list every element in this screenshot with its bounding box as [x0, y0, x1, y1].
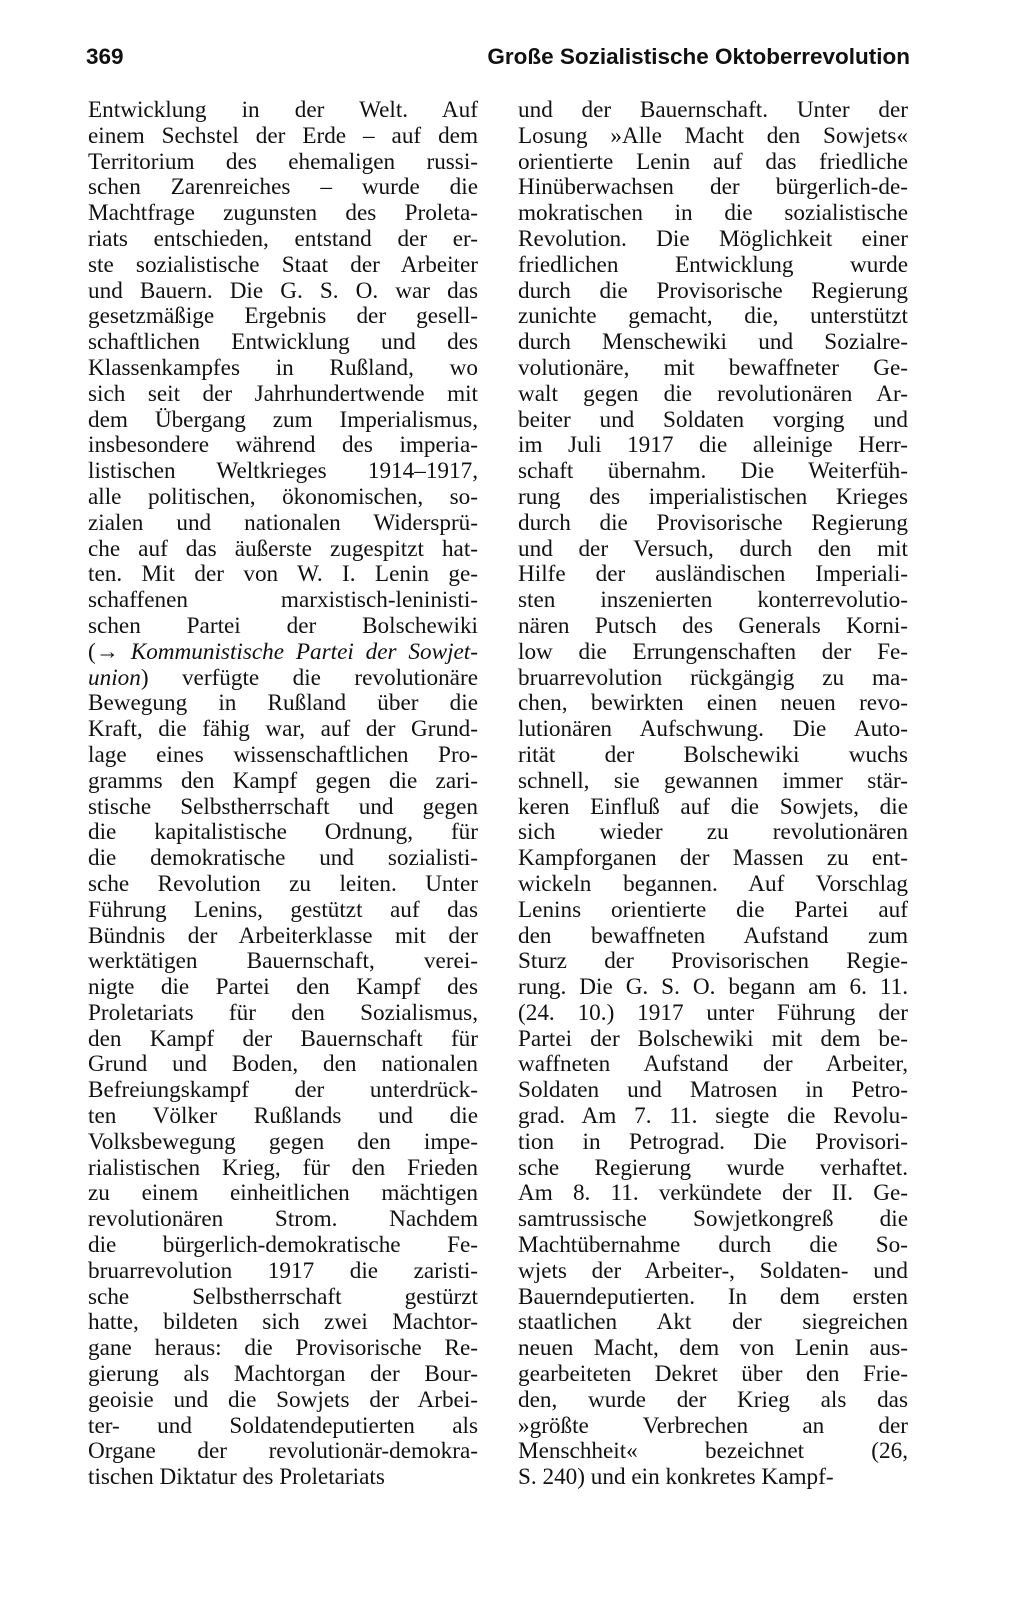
text-line [518, 98, 908, 124]
cross-reference-link: Kommunistische Partei der Sowjet- [130, 639, 478, 665]
line-text: Menschheit« bezeichnet (26, [518, 1439, 908, 1465]
line-text: listischen Weltkrieges 1914–1917, [88, 459, 478, 485]
text-line [518, 1104, 908, 1130]
line-text: volutionäre, mit bewaffneter Ge- [518, 355, 908, 381]
text-line [518, 1388, 908, 1414]
line-text: rung. Die G. S. O. begann am 6. 11. [518, 975, 908, 1001]
text-line [88, 201, 478, 227]
line-text: beiter und Soldaten vorging und [518, 407, 908, 433]
line-text: einem Sechstel der Erde – auf dem [88, 123, 478, 149]
text-line [518, 382, 908, 408]
line-text: schen Zarenreiches – wurde die [88, 175, 478, 201]
line-text: rialistischen Krieg, für den Frieden [88, 1155, 478, 1181]
text-line [518, 1130, 908, 1156]
line-text: sche Revolution zu leiten. Unter [88, 871, 478, 897]
text-line [88, 279, 478, 305]
text-line [518, 1001, 908, 1027]
line-text: Bewegung in Rußland über die [88, 691, 478, 717]
line-text: tion in Petrograd. Die Provisori- [518, 1129, 908, 1155]
line-text: den, wurde der Krieg als das [518, 1387, 908, 1413]
text-line [88, 537, 478, 563]
line-text: Befreiungskampf der unterdrück- [88, 1078, 478, 1104]
text-line [518, 1310, 908, 1336]
text-line [88, 356, 478, 382]
text-line [518, 795, 908, 821]
line-text: revolutionären Strom. Nachdem [88, 1207, 478, 1233]
text-line [88, 459, 478, 485]
line-text: die kapitalistische Ordnung, für [88, 820, 478, 846]
line-text: rung des imperialistischen Krieges [518, 484, 908, 510]
text-line [88, 1207, 478, 1233]
left-text-column [88, 98, 478, 1491]
line-text: ten Völker Rußlands und die [88, 1104, 478, 1130]
line-text: schen Partei der Bolschewiki [88, 613, 478, 639]
text-line [88, 150, 478, 176]
text-line [88, 1052, 478, 1078]
text-line [88, 382, 478, 408]
text-line [518, 1078, 908, 1104]
text-line [88, 1388, 478, 1414]
line-text: gane heraus: die Provisorische Re- [88, 1336, 478, 1362]
line-text: Bauerndeputierten. In dem ersten [518, 1284, 908, 1310]
right-text-column [518, 98, 908, 1491]
text-line [88, 304, 478, 330]
text-line [518, 1285, 908, 1311]
text-line [88, 1130, 478, 1156]
line-text: Proletariats für den Sozialismus, [88, 1000, 478, 1026]
line-text: insbesondere während des imperia- [88, 433, 478, 459]
line-text: nigte die Partei den Kampf des [88, 975, 478, 1001]
line-text: staatlichen Akt der siegreichen [518, 1310, 908, 1336]
line-text: zialen und nationalen Widersprü- [88, 510, 478, 536]
line-text: grad. Am 7. 11. siegte die Revolu- [518, 1104, 908, 1130]
line-text: ) verfügte die revolutionäre [140, 665, 478, 691]
text-line [88, 1285, 478, 1311]
line-text: werktätigen Bauernschaft, verei- [88, 949, 478, 975]
line-text: lage eines wissenschaftlichen Pro- [88, 742, 478, 768]
line-text: bruarrevolution rückgängig zu ma- [518, 665, 908, 691]
text-line [518, 511, 908, 537]
text-line [518, 717, 908, 743]
line-text: und der Bauernschaft. Unter der [518, 98, 908, 123]
text-line [88, 562, 478, 588]
line-text: S. 240) und ein konkretes Kampf- [518, 1465, 834, 1491]
text-line [518, 924, 908, 950]
line-text: Bündnis der Arbeiterklasse mit der [88, 923, 478, 949]
text-line [88, 846, 478, 872]
line-text: friedlichen Entwicklung wurde [518, 252, 908, 278]
line-text: Revolution. Die Möglichkeit einer [518, 226, 908, 252]
line-text: Lenins orientierte die Partei auf [518, 897, 908, 923]
line-text: sche Regierung wurde verhaftet. [518, 1155, 908, 1181]
text-line [518, 1362, 908, 1388]
text-line [518, 1465, 908, 1491]
line-text: zu einem einheitlichen mächtigen [88, 1181, 478, 1207]
line-text: Führung Lenins, gestützt auf das [88, 897, 478, 923]
text-line [88, 640, 478, 666]
text-line [88, 898, 478, 924]
line-text: Organe der revolutionär-demokra- [88, 1439, 478, 1465]
text-line [518, 1414, 908, 1440]
text-line [88, 253, 478, 279]
line-text: alle politischen, ökonomischen, so- [88, 484, 478, 510]
line-text: nären Putsch des Generals Korni- [518, 613, 908, 639]
text-line [518, 433, 908, 459]
text-line [88, 1465, 478, 1491]
text-line [518, 640, 908, 666]
line-text: schaft übernahm. Die Weiterfüh- [518, 459, 908, 485]
line-text: gierung als Machtorgan der Bour- [88, 1362, 478, 1388]
running-head: Große Sozialistische Oktoberrevolution [487, 44, 910, 69]
page-header [86, 44, 910, 80]
line-text: schaffenen marxistisch-leninisti- [88, 588, 478, 614]
text-line [518, 459, 908, 485]
text-line [518, 743, 908, 769]
text-line [518, 1259, 908, 1285]
line-text: gesetzmäßige Ergebnis der gesell- [88, 304, 478, 330]
text-line [88, 1336, 478, 1362]
text-line [88, 1259, 478, 1285]
text-line [88, 227, 478, 253]
text-line [518, 562, 908, 588]
text-line [88, 820, 478, 846]
line-text: Klassenkampfes in Rußland, wo [88, 355, 478, 381]
line-text: zunichte gemacht, die, unterstützt [518, 304, 908, 330]
text-line [518, 1207, 908, 1233]
line-text: gramms den Kampf gegen die zari- [88, 768, 478, 794]
line-text: Volksbewegung gegen den impe- [88, 1129, 478, 1155]
text-line [88, 1156, 478, 1182]
line-text: Hinüberwachsen der bürgerlich-de- [518, 175, 908, 201]
line-text: ten. Mit der von W. I. Lenin ge- [88, 562, 478, 588]
text-line [88, 175, 478, 201]
line-text: durch die Provisorische Regierung [518, 510, 908, 536]
text-line [518, 201, 908, 227]
text-line [518, 614, 908, 640]
line-text: sche Selbstherrschaft gestürzt [88, 1284, 478, 1310]
line-text: Grund und Boden, den nationalen [88, 1052, 478, 1078]
text-line [88, 1181, 478, 1207]
line-text: den Kampf der Bauernschaft für [88, 1026, 478, 1052]
line-text: Territorium des ehemaligen russi- [88, 149, 478, 175]
line-text: Sturz der Provisorischen Regie- [518, 949, 908, 975]
line-text: tischen Diktatur des Proletariats [88, 1465, 385, 1491]
text-line [518, 898, 908, 924]
text-line [518, 769, 908, 795]
line-text: chen, bewirkten einen neuen revo- [518, 691, 908, 717]
text-line [88, 408, 478, 434]
text-line [518, 1027, 908, 1053]
line-text: Machtübernahme durch die So- [518, 1233, 908, 1259]
text-line [518, 485, 908, 511]
line-text: schaftlichen Entwicklung und des [88, 330, 478, 356]
line-text: Kraft, die fähig war, auf der Grund- [88, 717, 478, 743]
text-line [518, 175, 908, 201]
line-text: Hilfe der ausländischen Imperiali- [518, 562, 908, 588]
text-line [88, 124, 478, 150]
line-text: »größte Verbrechen an der [518, 1413, 908, 1439]
text-line [88, 1001, 478, 1027]
text-line [88, 949, 478, 975]
text-line [518, 1181, 908, 1207]
text-line [88, 1104, 478, 1130]
text-line [88, 485, 478, 511]
line-text: geoisie und die Sowjets der Arbei- [88, 1387, 478, 1413]
line-text: sich seit der Jahrhundertwende mit [88, 381, 478, 407]
text-line [518, 691, 908, 717]
text-line [88, 795, 478, 821]
line-text: hatte, bildeten sich zwei Machtor- [88, 1310, 478, 1336]
line-text: gearbeiteten Dekret über den Frie- [518, 1362, 908, 1388]
text-line [518, 330, 908, 356]
text-line [518, 1439, 908, 1465]
line-text: Losung »Alle Macht den Sowjets« [518, 123, 908, 149]
text-line [88, 1078, 478, 1104]
text-line [518, 1233, 908, 1259]
line-text: Am 8. 11. verkündete der II. Ge- [518, 1181, 908, 1207]
text-line [518, 227, 908, 253]
text-line [518, 1052, 908, 1078]
text-line [518, 408, 908, 434]
text-line [518, 356, 908, 382]
text-line [518, 975, 908, 1001]
text-line [88, 1414, 478, 1440]
text-line [518, 304, 908, 330]
line-text: durch die Provisorische Regierung [518, 278, 908, 304]
line-text: ter- und Soldatendeputierten als [88, 1413, 478, 1439]
line-text: dem Übergang zum Imperialismus, [88, 407, 478, 433]
line-text: wickeln begannen. Auf Vorschlag [518, 871, 908, 897]
text-line [518, 846, 908, 872]
text-line [88, 1310, 478, 1336]
line-text: lutionären Aufschwung. Die Auto- [518, 717, 908, 743]
line-text: Partei der Bolschewiki mit dem be- [518, 1026, 908, 1052]
text-line [88, 1362, 478, 1388]
line-text: die demokratische und sozialisti- [88, 846, 478, 872]
line-text: bruarrevolution 1917 die zaristi- [88, 1258, 478, 1284]
text-line [518, 537, 908, 563]
line-text: sich wieder zu revolutionären [518, 820, 908, 846]
line-text: low die Errungenschaften der Fe- [518, 639, 908, 665]
text-line [88, 330, 478, 356]
text-line [518, 124, 908, 150]
text-line [88, 588, 478, 614]
text-line [518, 1156, 908, 1182]
line-text: und Bauern. Die G. S. O. war das [88, 278, 478, 304]
line-text: den bewaffneten Aufstand zum [518, 923, 908, 949]
text-line [518, 588, 908, 614]
text-line [88, 1027, 478, 1053]
line-text: stische Selbstherrschaft und gegen [88, 794, 478, 820]
line-text: rität der Bolschewiki wuchs [518, 742, 908, 768]
text-line [88, 769, 478, 795]
text-line [88, 975, 478, 1001]
text-line [518, 279, 908, 305]
text-line [88, 717, 478, 743]
line-text: keren Einfluß auf die Sowjets, die [518, 794, 908, 820]
line-text: schnell, sie gewannen immer stär- [518, 768, 908, 794]
cross-reference-link: union [88, 665, 141, 691]
line-text: (24. 10.) 1917 unter Führung der [518, 1000, 908, 1026]
text-line [518, 872, 908, 898]
text-line [88, 691, 478, 717]
line-text: che auf das äußerste zugespitzt hat- [88, 536, 478, 562]
text-line [518, 253, 908, 279]
text-line [88, 872, 478, 898]
page-number: 369 [86, 44, 124, 69]
text-line [88, 1233, 478, 1259]
line-text: riats entschieden, entstand der er- [88, 226, 478, 252]
line-text: orientierte Lenin auf das friedliche [518, 149, 908, 175]
line-text: waffneten Aufstand der Arbeiter, [518, 1052, 908, 1078]
text-line [518, 949, 908, 975]
text-line [88, 1439, 478, 1465]
text-line [88, 511, 478, 537]
line-text: Kampforganen der Massen zu ent- [518, 846, 908, 872]
text-line [88, 98, 478, 124]
line-text: die bürgerlich-demokratische Fe- [88, 1233, 478, 1259]
text-line [88, 666, 478, 692]
line-text: Soldaten und Matrosen in Petro- [518, 1078, 908, 1104]
text-line [518, 820, 908, 846]
text-line [518, 666, 908, 692]
line-text: durch Menschewiki und Sozialre- [518, 330, 908, 356]
text-line [88, 614, 478, 640]
line-text: samtrussische Sowjetkongreß die [518, 1207, 908, 1233]
line-text: im Juli 1917 die alleinige Herr- [518, 433, 908, 459]
line-text: (→ [88, 639, 131, 665]
text-line [518, 1336, 908, 1362]
line-text: mokratischen in die sozialistische [518, 201, 908, 227]
line-text: Machtfrage zugunsten des Proleta- [88, 201, 478, 227]
text-line [88, 924, 478, 950]
line-text: ste sozialistische Staat der Arbeiter [88, 252, 478, 278]
text-line [88, 433, 478, 459]
line-text: wjets der Arbeiter-, Soldaten- und [518, 1258, 908, 1284]
line-text: und der Versuch, durch den mit [518, 536, 908, 562]
line-text: Entwicklung in der Welt. Auf [88, 98, 478, 123]
line-text: walt gegen die revolutionären Ar- [518, 381, 908, 407]
line-text: sten inszenierten konterrevolutio- [518, 588, 908, 614]
text-line [88, 743, 478, 769]
text-line [518, 150, 908, 176]
line-text: neuen Macht, dem von Lenin aus- [518, 1336, 908, 1362]
